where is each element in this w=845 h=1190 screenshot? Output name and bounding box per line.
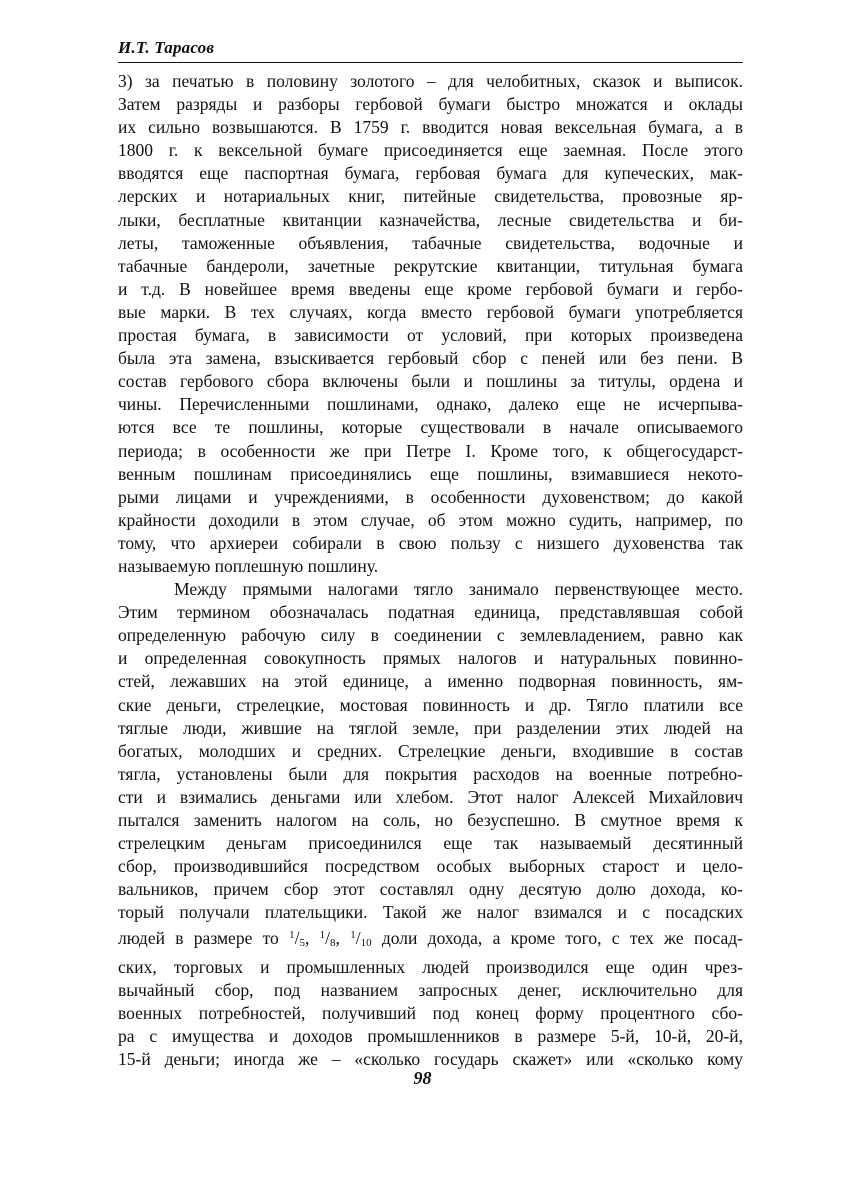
text-line: пытался заменить налогом на соль, но безуспешно. В смутное время к — [118, 810, 743, 830]
text-line: сбор, производившийся посредством особых выборных старост и цело- — [118, 856, 743, 877]
text-line: Этим термином обозначалась податная единица, представлявшая собой — [118, 602, 743, 623]
paragraph-2 — [118, 578, 743, 1071]
text-line-fractions: людей в размере то $^1$/5, $^1$/8, $^1$/10 доли дохода, а кроме того, с тех же посад- — [118, 928, 743, 950]
text-line: 3) за печатью в половину золотого – для челобитных, сказок и выписок. — [118, 71, 743, 91]
paragraph-1 — [118, 70, 743, 578]
fraction-line-start: людей в размере то — [118, 928, 290, 949]
text-line: и определенная совокупность прямых налогов и натуральных повинно- — [118, 648, 743, 669]
text-line: стей, лежавших на этой единице, а именно подворная повинность, ям- — [118, 671, 743, 692]
fraction-numerator: 1 — [289, 929, 295, 942]
text-line: тяглые люди, жившие на тяглой земле, при разделении этих людей на — [118, 717, 743, 738]
text-line: простая бумага, в зависимости от условий, при которых произведена — [118, 325, 743, 346]
text-line: ра с имущества и доходов промышленников в размере 5-й, 10-й, 20-й, — [118, 1025, 743, 1046]
text-line: лыки, бесплатные квитанции казначейства, лесные свидетельства и би- — [118, 209, 743, 230]
fraction-one-eighth: $^1$/8 — [319, 928, 336, 950]
fraction-one-fifth: $^1$/5 — [289, 928, 305, 950]
fraction-line-end: доли дохода, а кроме того, с тех же посад- — [371, 928, 743, 949]
text-line: Затем разряды и разборы гербовой бумаги быстро множатся и оклады — [118, 94, 743, 115]
text-line: периода; в особенности же при Петре I. Кроме того, к общегосударст- — [118, 440, 743, 461]
text-line: тягла, установлены были для покрытия расходов на военные потребно- — [118, 763, 743, 784]
text-line: вые марки. В тех случаях, когда вместо гербовой бумаги употребляется — [118, 301, 743, 322]
text-line: ские деньги, стрелецкие, мостовая повинность и др. Тягло платили все — [118, 694, 743, 715]
running-header — [118, 38, 743, 63]
fraction-denominator: 5 — [299, 937, 305, 950]
text-line: была эта замена, взыскивается гербовый сбор с пеней или без пени. В — [118, 348, 743, 369]
text-line: вальников, причем сбор этот составлял одну десятую долю дохода, ко- — [118, 879, 743, 900]
body-text — [118, 70, 743, 1071]
text-line: торый получали плательщики. Такой же налог взимался и с посадских — [118, 902, 743, 923]
text-line: стрелецким деньгам присоединился еще так называемый десятинный — [118, 833, 743, 854]
page-number: 98 — [413, 1068, 432, 1088]
text-line: рыми лицами и учреждениями, в особенности духовенством; до какой — [118, 486, 743, 507]
text-line: Между прямыми налогами тягло занимало первенствующее место. — [174, 579, 743, 600]
text-line: 15-й деньги; иногда же – «сколько государь скажет» или «сколько кому — [118, 1048, 743, 1069]
text-line: крайности доходили в этом случае, об этом можно судить, например, по — [118, 509, 743, 530]
text-line: леты, таможенные объявления, табачные свидетельства, водочные и — [118, 232, 743, 253]
text-line: вычайный сбор, под названием запросных денег, исключительно для — [118, 979, 743, 1000]
text-line: их сильно возвышаются. В 1759 г. вводится новая вексельная бумага, а в — [118, 117, 743, 138]
text-line: 1800 г. к вексельной бумаге присоединяется еще заемная. После этого — [118, 140, 743, 161]
text-line: военных потребностей, получивший под конец форму процентного сбо- — [118, 1002, 743, 1023]
text-line: вводятся еще паспортная бумага, гербовая бумага для купеческих, мак- — [118, 163, 743, 184]
text-line: и т.д. В новейшее время введены еще кроме гербовой бумаги и гербо- — [118, 278, 743, 299]
text-line: ских, торговых и промышленных людей производился еще один чрез- — [118, 956, 743, 977]
text-line: богатых, молодших и средних. Стрелецкие деньги, входившие в состав — [118, 740, 743, 761]
fraction-denominator: 10 — [360, 937, 372, 950]
text-line: чины. Перечисленными пошлинами, однако, далеко еще не исчерпыва- — [118, 394, 743, 415]
text-line: лерских и нотариальных книг, питейные свидетельства, провозные яр- — [118, 186, 743, 207]
fraction-numerator: 1 — [350, 929, 356, 942]
fraction-denominator: 8 — [330, 937, 336, 950]
author-name: И.Т. Тарасов — [118, 38, 215, 57]
text-line: определенную рабочую силу в соединении с землевладением, равно как — [118, 625, 743, 646]
text-line: состав гербового сбора включены были и пошлины за титулы, ордена и — [118, 371, 743, 392]
fraction-one-tenth: $^1$/10 — [350, 928, 372, 950]
text-line: называемую поплешную пошлину. — [118, 555, 379, 576]
text-line: тому, что архиереи собирали в свою пользу с низшего духовенства так — [118, 532, 743, 553]
fraction-numerator: 1 — [319, 929, 326, 942]
text-line: венным пошлинам присоединялись еще пошлины, взимавшиеся некото- — [118, 463, 743, 484]
text-line: сти и взимались деньгами или хлебом. Этот налог Алексей Михайлович — [118, 786, 743, 807]
text-line: табачные бандероли, зачетные рекрутские квитанции, титульная бумага — [118, 255, 743, 276]
text-line: ются все те пошлины, которые существовали в начале описываемого — [118, 417, 743, 438]
